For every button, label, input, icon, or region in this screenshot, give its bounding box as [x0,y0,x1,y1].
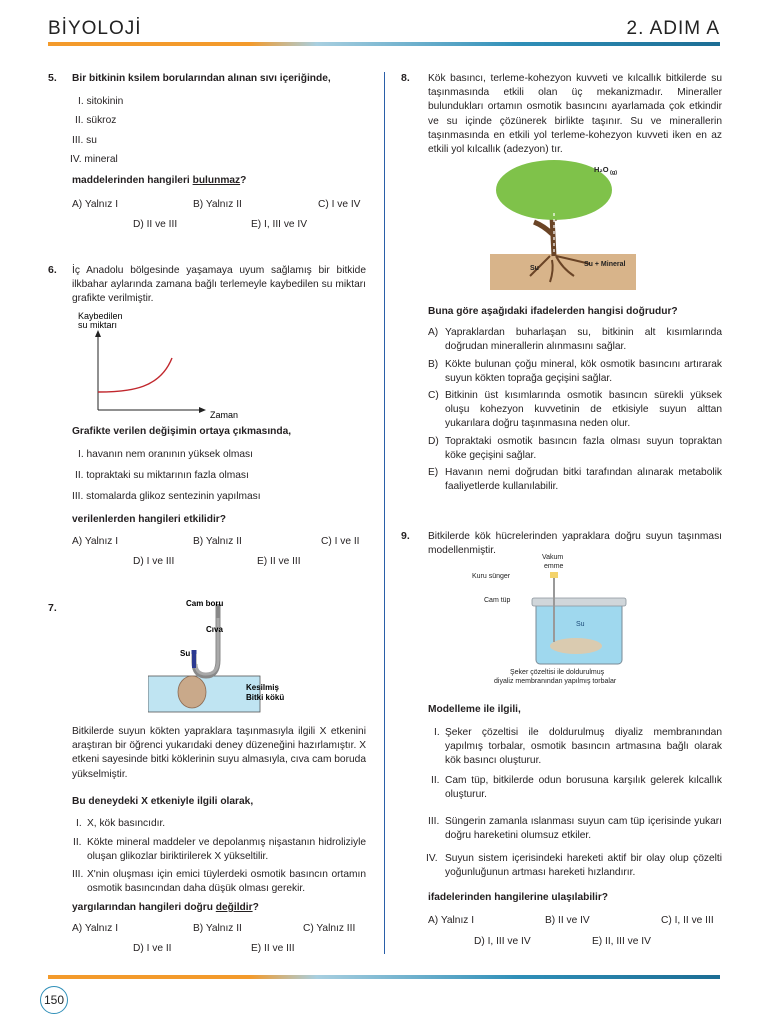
q9-item-1-text: Şeker çözeltisi ile doldurulmuş diyaliz membranından yapılmış torbalar, osmotik basıncın artmasına bağlı olarak kök basıncı oluşturur. [445,727,722,766]
q6-graph-ylabel-1: Kaybedilen [78,311,123,321]
q5-option-b[interactable]: B) Yalnız II [193,199,242,210]
q7-stem: Bitkilerde suyun kökten yapraklara taşınmasıyla ilgili X etkenini araştıran bir öğrenci yukarıdaki deney düzeneğini hazırlamıştır. X etkeni sayesinde bitki köklerinin suyu almasıyla, cıva cam boruda yükselmiştir. [72,726,366,780]
q6-question-2: verilenlerden hangileri etkilidir? [72,514,226,525]
q8-label-water: Su [530,265,539,272]
q9-number: 9. [401,530,410,542]
q9-caption-1: Şeker çözeltisi ile doldurulmuş [510,669,605,676]
q6-option-c[interactable]: C) I ve II [321,536,360,547]
q9-option-e[interactable]: E) II, III ve IV [592,936,651,947]
q9-option-b[interactable]: B) II ve IV [545,915,590,926]
q9-item-2-text: Cam tüp, bitkilerde odun borusuna karşılık gelerek kılcallık oluşturur. [445,775,722,800]
q9-option-d[interactable]: D) I, III ve IV [474,936,531,947]
q8-question: Buna göre aşağıdaki ifadelerden hangisi doğrudur? [428,306,678,317]
q7-label-mercury: Cıva [206,625,223,634]
q9-label-tube: Cam tüp [484,597,511,604]
q6-option-a[interactable]: A) Yalnız I [72,536,119,547]
q8-option-a-label[interactable]: A) [428,327,439,338]
q9-sponge [550,572,558,578]
q8-label-mineral: Su + Mineral [584,261,626,268]
q7-option-a[interactable]: A) Yalnız I [72,923,119,934]
q9-label-water: Su [576,621,585,628]
q6-graph-x-arrow [199,407,206,413]
q7-label-water: Su [180,649,191,658]
q8-label-h2o: H₂O [594,165,609,174]
q6-item-2: II. topraktaki su miktarının fazla olması [75,470,249,481]
q7-figure [148,594,318,714]
q9-item-1-num: I. [434,727,440,738]
q7-item-3-num: III. [72,869,84,880]
q7-number: 7. [48,602,57,614]
q7-item-2-text: Kökte mineral maddeler ve depolanmış nişastanın hidroliziyle oluşan glikozlar biriktirilerek X yükseltilir. [87,837,366,862]
q5-stem: Bir bitkinin ksilem borularından alınan sıvı içeriğinde, [72,73,331,84]
q6-graph-xlabel: Zaman [210,410,239,420]
q9-beaker-rim [532,598,626,606]
q8-option-b-text[interactable]: Kökte bulunan çoğu mineral, kök osmotik basıncını artırarak suyun kökten toprağa geçişini sağlar. [445,359,722,384]
q6-graph-ylabel-2: su miktarı [78,320,118,330]
q5-option-c[interactable]: C) I ve IV [318,199,361,210]
q8-soil [490,254,636,290]
q7-item-2-num: II. [73,837,82,848]
q5-option-d[interactable]: D) II ve III [133,219,178,230]
q9-beaker [536,602,622,664]
q9-item-3-text: Süngerin zamanla ıslanması suyun cam tüp içerisinde yukarı doğru hareketini olumsuz etkiler. [445,816,722,841]
q7-label-tube: Cam boru [186,599,224,608]
q9-item-4-num: IV. [426,853,438,864]
subject-title: BİYOLOJİ [48,18,142,39]
q7-question: Bu deneydeki X etkeniyle ilgili olarak, [72,796,254,807]
q7-root [178,676,206,708]
q9-label-vakum: Vakum [542,554,564,561]
q8-option-d-label[interactable]: D) [428,436,439,447]
q8-option-b-label[interactable]: B) [428,359,439,370]
q7-label-root-1: Kesilmiş [246,683,279,692]
q9-label-emme: emme [544,563,564,570]
q7-option-c[interactable]: C) Yalnız III [303,923,356,934]
q6-number: 6. [48,264,57,276]
q7-label-root-2: Bitki kökü [246,693,285,702]
q5-item-2: II. sükroz [75,115,117,126]
q5-number: 5. [48,72,57,84]
q5-option-a[interactable]: A) Yalnız I [72,199,119,210]
q7-option-d[interactable]: D) I ve II [133,943,172,954]
q5-item-1: I. sitokinin [78,96,124,107]
q8-label-h2o-sub: (g) [610,170,618,176]
q9-sugar-bags [550,638,602,654]
q7-item-1-text: X, kök basıncıdır. [87,818,166,829]
q8-option-a-text[interactable]: Yapraklardan buharlaşan su, bitkinin alt kısımlarında doğrudan minerallerin alınmasını sağlar. [445,327,722,352]
q7-question-2: yargılarından hangileri doğru değildir? [72,902,259,913]
page-number: 150 [40,986,68,1014]
q8-stem: Kök basıncı, terleme-kohezyon kuvveti ve kılcallık bitkilerde su taşınmasında etkili olan üç mekanizmadır. Mineraller bulundukları ortamın osmotik basıncını ayarlamada çok etkindir ve su içinde çözünerek birlikte taşınır. Su ve minerallerin taşınmasında en etkili yol terleme-kohezyon kuvveti iken en az etkili yol kılcallık (adezyon) tır. [428,73,722,156]
q5-question: maddelerinden hangileri bulunmaz? [72,175,247,186]
q9-item-2-num: II. [431,775,440,786]
q7-option-b[interactable]: B) Yalnız II [193,923,242,934]
q8-option-c-text[interactable]: Bitkinin üst kısımlarında osmotik basıncın sürekli yüksek oluşu kohezyon kuvvetinin de etkisiyle suyun alttan yukarılara doğru taşınmasına neden olur. [445,390,722,429]
q8-number: 8. [401,72,410,84]
section-title: 2. ADIM A [626,18,720,39]
q9-item-4-text: Suyun sistem içerisindeki hareketi aktif bir olay olup çözelti yoğunluğunun artması hareketi hızlandırır. [445,853,722,878]
q9-stem: Bitkilerde kök hücrelerinden yapraklara doğru suyun taşınması modellenmiştir. [428,531,722,557]
header-bar [48,42,720,46]
q9-option-c[interactable]: C) I, II ve III [661,915,714,926]
q5-option-e[interactable]: E) I, III ve IV [251,219,308,230]
q6-option-d[interactable]: D) I ve III [133,556,175,567]
q8-option-d-text[interactable]: Topraktaki osmotik basıncın fazla olması suyun topraktan köke geçişini sağlar. [445,436,722,461]
q6-question: Grafikte verilen değişimin ortaya çıkmasında, [72,426,292,437]
q8-option-c-label[interactable]: C) [428,390,439,401]
q9-label-sponge: Kuru sünger [472,573,511,580]
q6-option-b[interactable]: B) Yalnız II [193,536,242,547]
footer-bar [48,975,720,979]
q9-question-2: ifadelerinden hangilerine ulaşılabilir? [428,892,609,903]
q6-stem: İç Anadolu bölgesinde yaşamaya uyum sağlamış bir bitkide ilkbahar aylarında zamana bağlı terlemeyle kaybedilen su miktarı grafikte verilmiştir. [72,265,366,305]
q9-question: Modelleme ile ilgili, [428,704,521,715]
q6-item-1: I. havanın nem oranının yüksek olması [78,449,253,460]
q8-option-e-text[interactable]: Havanın nemi doğrudan bitki tarafından alınarak metabolik faaliyetlerde kullanılabilir. [445,467,722,492]
q5-item-3: III. su [72,135,97,146]
q6-item-3: III. stomalarda glikoz sentezinin yapılması [72,491,261,502]
q7-option-e[interactable]: E) II ve III [251,943,295,954]
q8-option-e-label[interactable]: E) [428,467,439,478]
q9-caption-2: diyaliz membranından yapılmış torbalar [494,678,617,685]
q9-item-3-num: III. [428,816,440,827]
q6-graph-curve [98,358,172,392]
q6-option-e[interactable]: E) II ve III [257,556,301,567]
q9-model-figure [468,552,648,688]
q9-option-a[interactable]: A) Yalnız I [428,915,475,926]
q7-glass-tube [194,604,218,676]
q5-item-4: IV. mineral [70,154,118,165]
q7-item-1-num: I. [76,818,82,829]
column-divider [384,72,385,954]
q6-graph [72,310,252,424]
q8-tree-figure [490,156,636,290]
q7-item-3-text: X'nin oluşması için emici tüylerdeki osmotik basıncın ortamın osmotik basıncından daha düşük olması gerekir. [87,869,366,894]
q6-graph-y-arrow [95,330,101,337]
